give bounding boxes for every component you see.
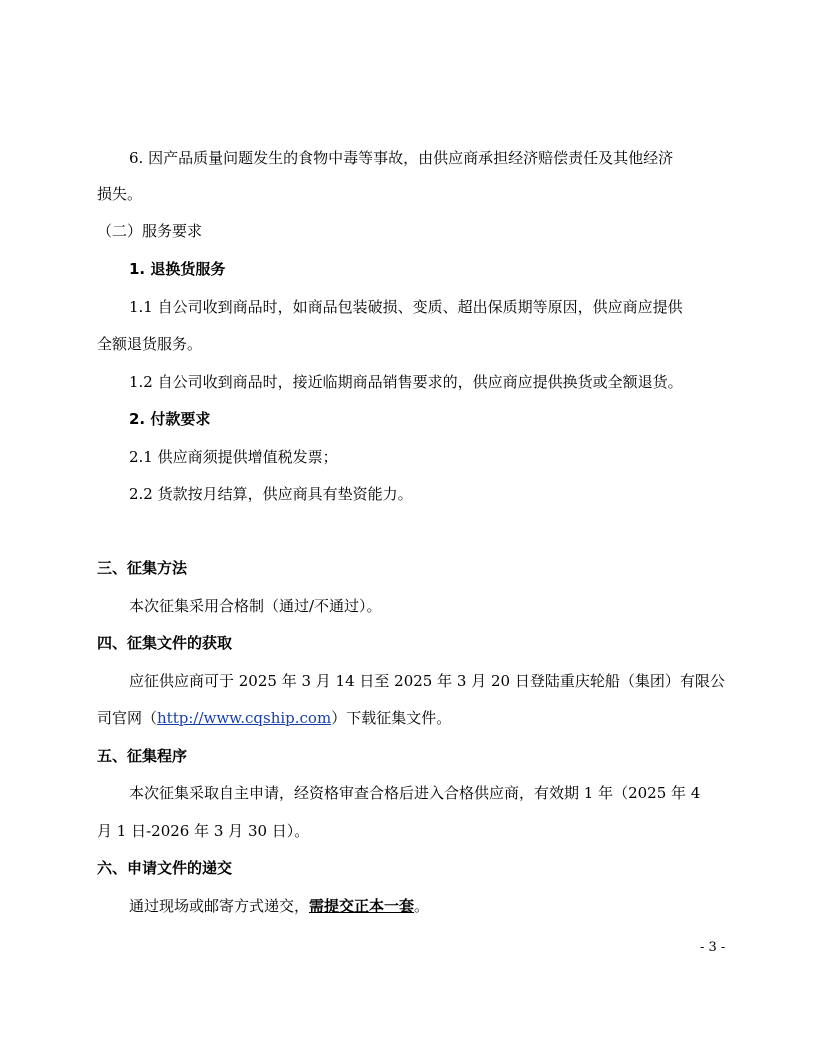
section-6-body-suffix: 。	[414, 897, 430, 915]
section-4-line-2	[97, 708, 451, 728]
section-4-heading: 四、征集文件的获取	[97, 634, 233, 652]
website-link[interactable]: http://www.cqship.com	[157, 709, 332, 727]
section-4-line-2-suffix: ）下载征集文件。	[331, 709, 452, 727]
clause-2-1: 2.1 供应商须提供增值税发票；	[129, 448, 338, 466]
clause-1-2: 1.2 自公司收到商品时，接近临期商品销售要求的，供应商应提供换货或全额退货。	[129, 373, 683, 391]
section-3-heading: 三、征集方法	[97, 559, 188, 577]
section-3-body: 本次征集采用合格制（通过/不通过）。	[129, 597, 382, 615]
section-6-body	[129, 896, 429, 916]
section-5-heading: 五、征集程序	[97, 747, 188, 765]
return-exchange-heading: 1. 退换货服务	[129, 260, 226, 278]
clause-6-line-2: 损失。	[97, 185, 143, 203]
section-5-line-1: 本次征集采取自主申请，经资格审查合格后进入合格供应商，有效期 1 年（2025 年 4	[129, 784, 701, 802]
section-4-line-2-prefix: 司官网（	[97, 709, 158, 727]
section-5-line-2: 月 1 日-2026 年 3 月 30 日）。	[97, 822, 310, 840]
clause-1-1-line-1: 1.1 自公司收到商品时，如商品包装破损、变质、超出保质期等原因，供应商应提供	[129, 298, 683, 316]
payment-heading: 2. 付款要求	[129, 410, 211, 428]
page-number: - 3 -	[700, 940, 726, 955]
clause-2-2: 2.2 货款按月结算，供应商具有垫资能力。	[129, 485, 413, 503]
service-requirements-heading: （二）服务要求	[97, 222, 203, 240]
section-6-body-prefix: 通过现场或邮寄方式递交，	[129, 897, 310, 915]
section-6-emphasis: 需提交正本一套	[309, 897, 415, 915]
clause-1-1-line-2: 全额退货服务。	[97, 335, 203, 353]
section-6-heading: 六、申请文件的递交	[97, 859, 233, 877]
clause-6-line-1: 6. 因产品质量问题发生的食物中毒等事故，由供应商承担经济赔偿责任及其他经济	[129, 149, 674, 167]
section-4-line-1: 应征供应商可于 2025 年 3 月 14 日至 2025 年 3 月 20 日登陆重庆轮船（集团）有限公	[129, 672, 725, 690]
